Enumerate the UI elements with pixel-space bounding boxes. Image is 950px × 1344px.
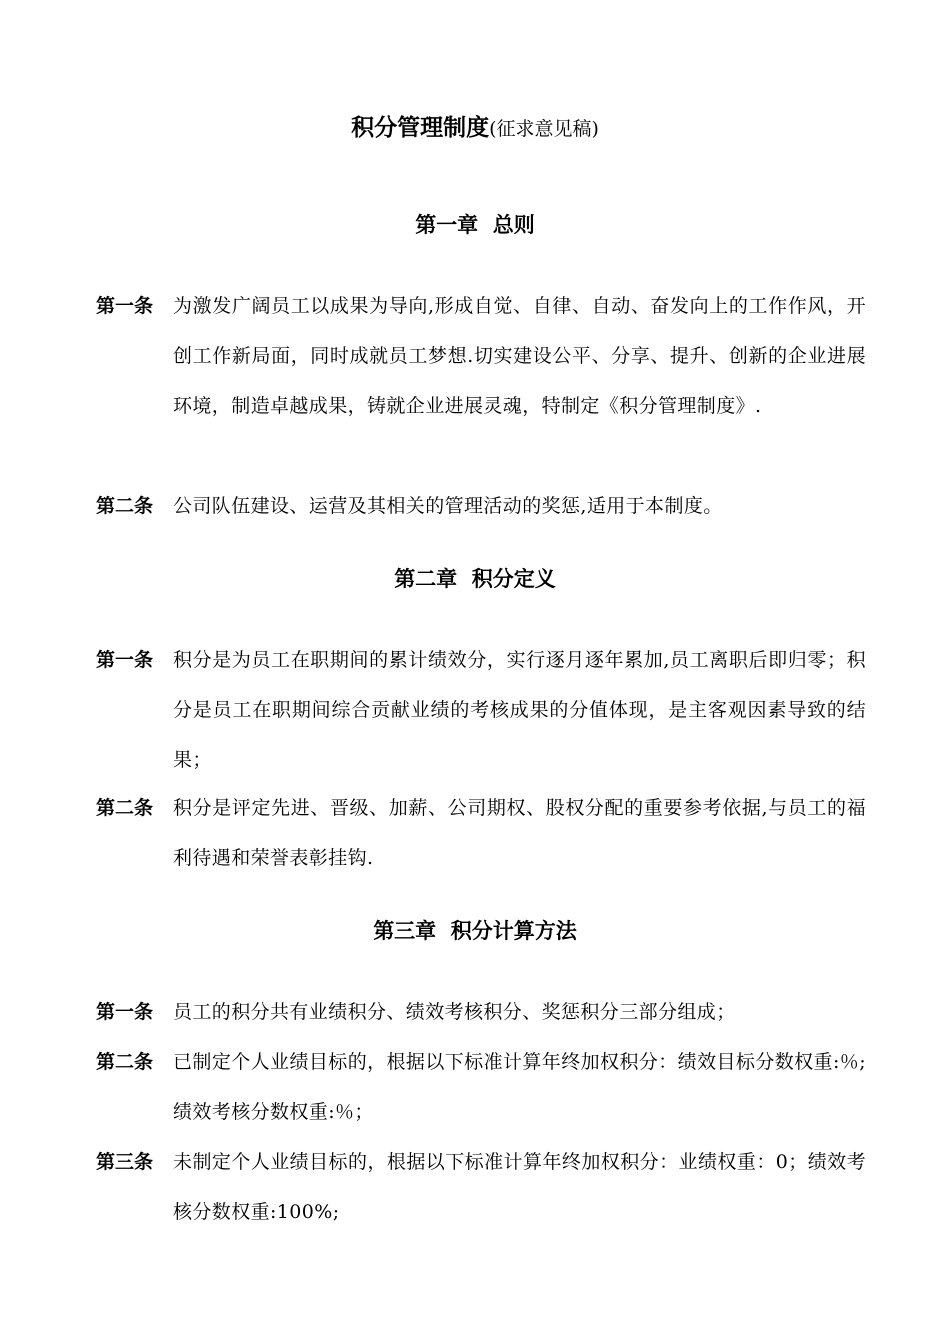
document-title xyxy=(0,110,950,147)
title-subtitle: (征求意见稿) xyxy=(489,118,599,140)
article-label: 第一条 xyxy=(96,1001,154,1023)
article-label: 第一条 xyxy=(96,295,154,317)
article-label: 第二条 xyxy=(96,495,154,517)
article-text: 未制定个人业绩目标的，根据以下标准计算年终加权积分：业绩权重：0；绩效考核分数权重:100%; xyxy=(173,1151,866,1223)
article xyxy=(96,481,866,531)
article-text: 员工的积分共有业绩积分、绩效考核积分、奖惩积分三部分组成； xyxy=(173,1001,736,1023)
article xyxy=(96,1137,866,1237)
article xyxy=(96,635,866,785)
article-text: 积分是评定先进、晋级、加薪、公司期权、股权分配的重要参考依据,与员工的福利待遇和荣誉表彰挂钩. xyxy=(173,797,866,869)
article-text: 已制定个人业绩目标的，根据以下标准计算年终加权积分：绩效目标分数权重:％;绩效考核分数权重:％； xyxy=(173,1051,866,1123)
article-text: 积分是为员工在职期间的累计绩效分，实行逐月逐年累加,员工离职后即归零；积分是员工在职期间综合贡献业绩的考核成果的分值体现，是主客观因素导致的结果； xyxy=(173,649,866,771)
article-text: 为激发广阔员工以成果为导向,形成自觉、自律、自动、奋发向上的工作作风，开创工作新局面，同时成就员工梦想.切实建设公平、分享、提升、创新的企业进展环境，制造卓越成果，铸就企业进展灵魂，特制定《积分管理制度》. xyxy=(173,295,866,417)
article-label: 第三条 xyxy=(96,1151,154,1173)
title-main: 积分管理制度 xyxy=(351,114,490,141)
article xyxy=(96,281,866,431)
article xyxy=(96,783,866,883)
article xyxy=(96,1037,866,1137)
chapter-heading: 第一章 总则 xyxy=(415,212,535,237)
article-label: 第二条 xyxy=(96,1051,154,1073)
article-label: 第一条 xyxy=(96,649,154,671)
article-text: 公司队伍建设、运营及其相关的管理活动的奖惩,适用于本制度。 xyxy=(173,495,723,517)
chapter-heading: 第二章 积分定义 xyxy=(394,566,556,591)
chapter-heading: 第三章 积分计算方法 xyxy=(373,918,577,943)
article xyxy=(96,987,866,1037)
article-label: 第二条 xyxy=(96,797,154,819)
